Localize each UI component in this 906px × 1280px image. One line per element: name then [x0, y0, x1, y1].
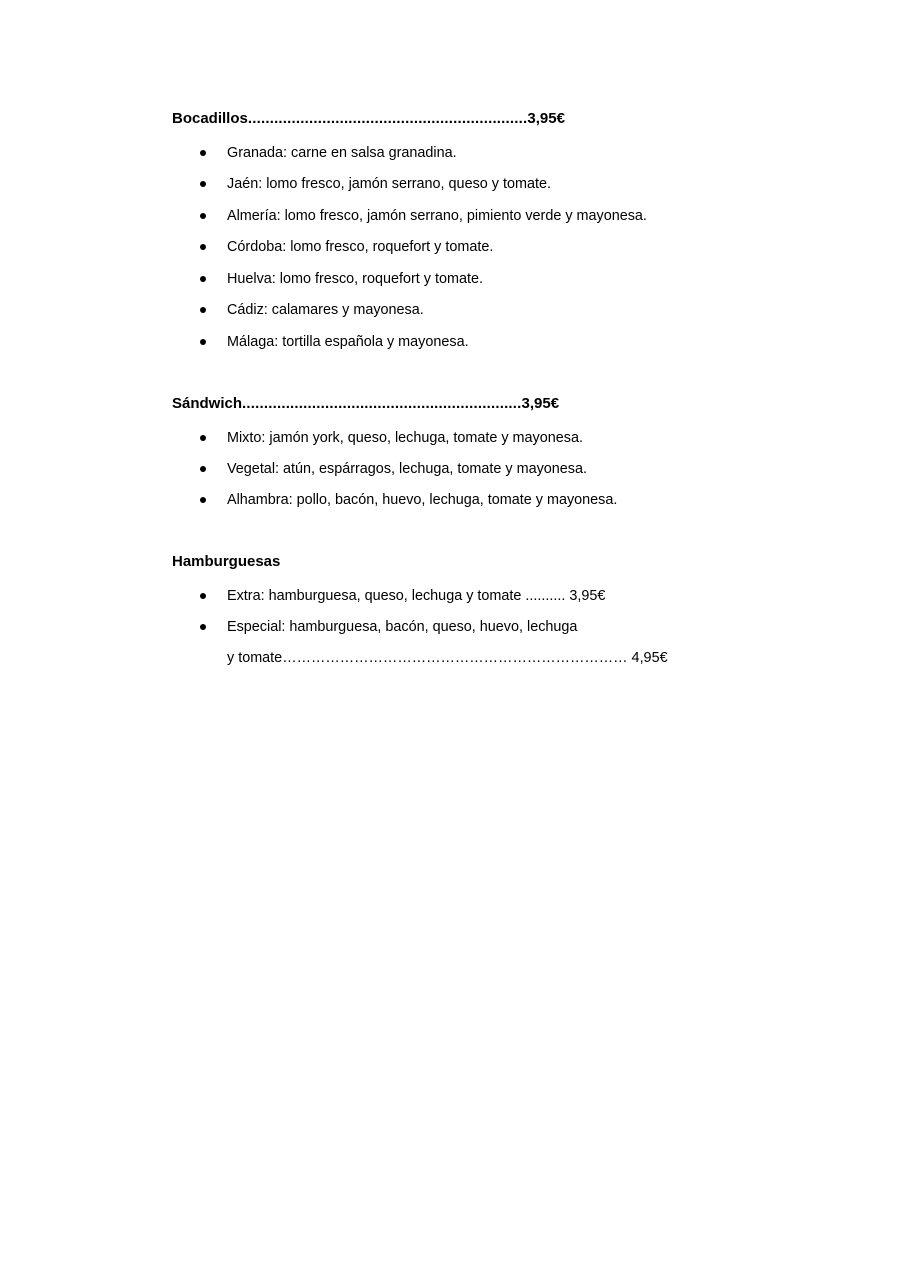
list-item: Córdoba: lomo fresco, roquefort y tomate.: [227, 239, 494, 255]
list-item: Granada: carne en salsa granadina.: [227, 145, 457, 161]
bullet-icon: [200, 339, 206, 345]
section-title: Sándwich: [172, 395, 243, 412]
list-item: Mixto: jamón york, queso, lechuga, tomate y mayonesa.: [227, 430, 583, 446]
list-item: Vegetal: atún, espárragos, lechuga, tomate y mayonesa.: [227, 461, 587, 477]
list-item: Alhambra: pollo, bacón, huevo, lechuga, tomate y mayonesa.: [227, 492, 618, 508]
list-item: Especial: hamburguesa, bacón, queso, huevo, lechuga: [227, 619, 578, 635]
bullet-icon: [200, 497, 206, 503]
list-item: Málaga: tortilla española y mayonesa.: [227, 334, 469, 350]
dot-leader: ................................................................: [247, 110, 528, 127]
bullet-icon: [200, 624, 206, 630]
bullet-icon: [200, 593, 206, 599]
section-heading-hamburguesas: [172, 552, 280, 572]
list-item: Huelva: lomo fresco, roquefort y tomate.: [227, 271, 483, 287]
section-heading-sandwich: [172, 394, 559, 414]
section-title: Hamburguesas: [172, 553, 281, 570]
bullet-icon: [200, 466, 206, 472]
list-item: Cádiz: calamares y mayonesa.: [227, 302, 424, 318]
section-price: 3,95€: [521, 395, 560, 412]
list-item: Jaén: lomo fresco, jamón serrano, queso y tomate.: [227, 176, 551, 192]
list-item-continuation: y tomate……………………………………………………………… 4,95€: [227, 650, 668, 666]
bullet-icon: [200, 150, 206, 156]
dot-leader: ................................................................: [242, 395, 522, 412]
bullet-icon: [200, 244, 206, 250]
bullet-icon: [200, 435, 206, 441]
bullet-icon: [200, 276, 206, 282]
bullet-icon: [200, 181, 206, 187]
list-item: Almería: lomo fresco, jamón serrano, pimiento verde y mayonesa.: [227, 208, 647, 224]
section-title: Bocadillos: [172, 110, 248, 127]
list-item: Extra: hamburguesa, queso, lechuga y tomate .......... 3,95€: [227, 588, 606, 604]
section-price: 3,95€: [527, 110, 565, 127]
section-heading-bocadillos: [172, 109, 565, 129]
bullet-icon: [200, 213, 206, 219]
bullet-icon: [200, 307, 206, 313]
